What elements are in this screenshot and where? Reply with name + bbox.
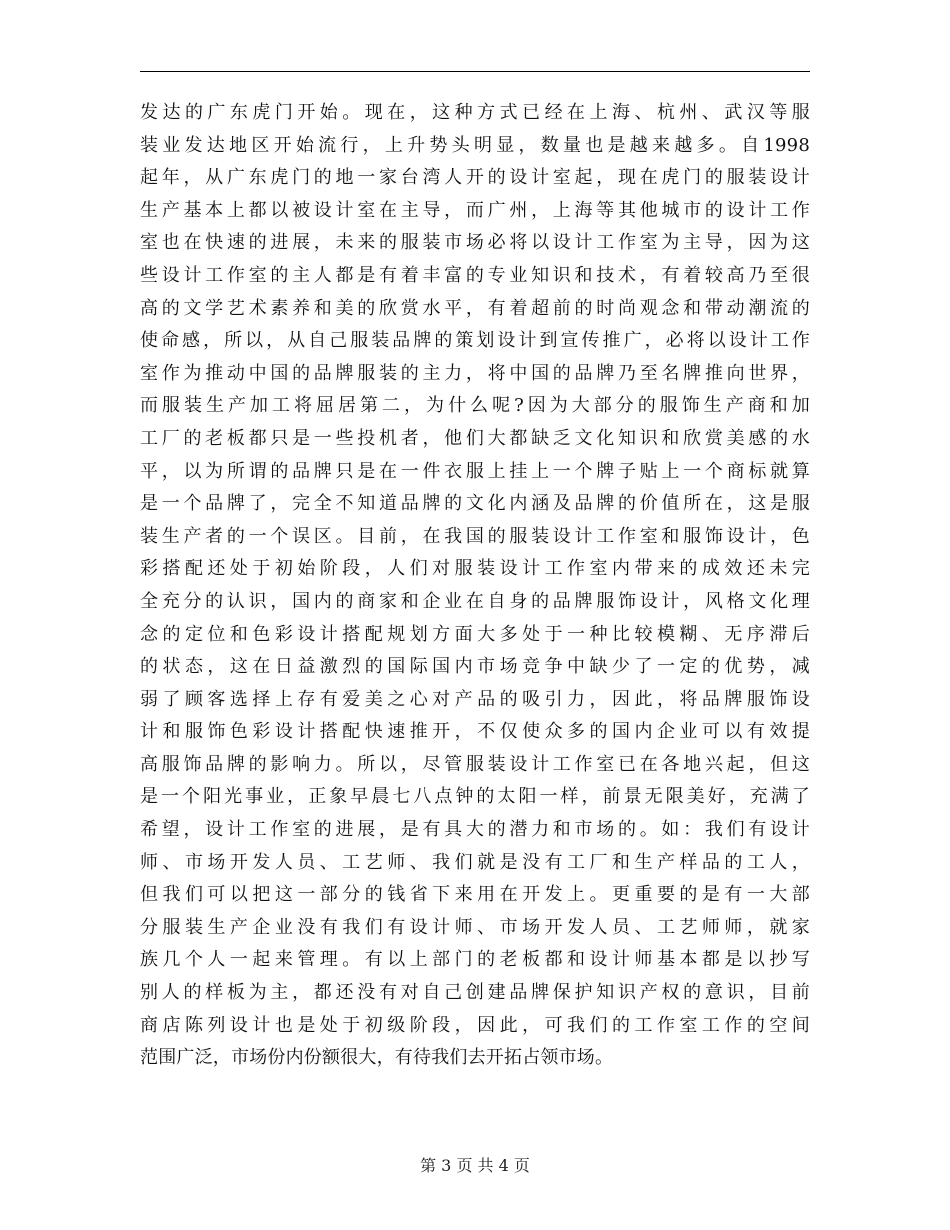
text-line: 是一个阳光事业，正象早晨七八点钟的太阳一样，前景无限美好，充满了	[140, 786, 810, 808]
footer-prefix: 第	[420, 1156, 437, 1175]
text-line: 计和服饰色彩设计搭配快速推开，不仅使众多的国内企业可以有效提	[140, 721, 810, 743]
text-line: 高服饰品牌的影响力。所以，尽管服装设计工作室已在各地兴起，但这	[140, 753, 810, 775]
text-line: 分服装生产企业没有我们有设计师、市场开发人员、工艺师师，就家	[140, 916, 810, 938]
text-line: 起年，从广东虎门的地一家台湾人开的设计室起，现在虎门的服装设计	[140, 167, 810, 189]
text-line: 彩搭配还处于初始阶段，人们对服装设计工作室内带来的成效还未完	[140, 558, 810, 580]
text-line: 室作为推动中国的品牌服装的主力，将中国的品牌乃至名牌推向世界，	[140, 362, 810, 384]
text-line: 而服装生产加工将屈居第二，为什么呢?因为大部分的服饰生产商和加	[140, 395, 810, 417]
text-line: 别人的样板为主，都还没有对自己创建品牌保护知识产权的意识，目前	[140, 982, 810, 1004]
header-rule	[140, 71, 810, 72]
text-line: 但我们可以把这一部分的钱省下来用在开发上。更重要的是有一大部	[140, 884, 810, 906]
text-line: 念的定位和色彩设计搭配规划方面大多处于一种比较模糊、无序滞后	[140, 623, 810, 645]
text-line: 是一个品牌了，完全不知道品牌的文化内涵及品牌的价值所在，这是服	[140, 493, 810, 515]
text-line: 平，以为所谓的品牌只是在一件衣服上挂上一个牌子贴上一个商标就算	[140, 460, 810, 482]
text-line: 希望，设计工作室的进展，是有具大的潜力和市场的。如：我们有设计	[140, 819, 810, 841]
text-line: 生产基本上都以被设计室在主导，而广州，上海等其他城市的设计工作	[140, 199, 810, 221]
text-line: 使命感，所以，从自己服装品牌的策划设计到宣传推广，必将以设计工作	[140, 330, 810, 352]
text-line: 发达的广东虎门开始。现在，这种方式已经在上海、杭州、武汉等服	[140, 102, 810, 123]
text-line: 的状态，这在日益激烈的国际国内市场竞争中缺少了一定的优势，减	[140, 656, 810, 678]
text-line: 装业发达地区开始流行，上升势头明显，数量也是越来越多。自1998	[140, 134, 810, 156]
text-line: 全充分的认识，国内的商家和企业在自身的品牌服饰设计，风格文化理	[140, 590, 810, 612]
footer-total-pages: 4	[498, 1156, 509, 1175]
text-line: 师、市场开发人员、工艺师、我们就是没有工厂和生产样品的工人，	[140, 851, 810, 873]
body-paragraph	[140, 97, 810, 1075]
text-line: 工厂的老板都只是一些投机者，他们大都缺乏文化知识和欣赏美感的水	[140, 427, 810, 449]
text-line: 商店陈列设计也是处于初级阶段，因此，可我们的工作室工作的空间	[140, 1014, 810, 1036]
footer-suffix: 页	[513, 1156, 530, 1175]
text-line: 些设计工作室的主人都是有着丰富的专业知识和技术，有着较高乃至很	[140, 264, 810, 286]
text-line: 装生产者的一个误区。目前，在我国的服装设计工作室和服饰设计，色	[140, 525, 810, 547]
text-line-last: 范围广泛，市场份内份额很大，有待我们去开拓占领市场。	[140, 1047, 614, 1069]
footer-middle: 页 共	[456, 1156, 494, 1175]
text-line: 室也在快速的进展，未来的服装市场必将以设计工作室为主导，因为这	[140, 232, 810, 254]
page-footer	[0, 1155, 950, 1177]
footer-current-page: 3	[441, 1156, 452, 1175]
text-line: 高的文学艺术素养和美的欣赏水平，有着超前的时尚观念和带动潮流的	[140, 297, 810, 319]
text-line: 族几个人一起来管理。有以上部门的老板都和设计师基本都是以抄写	[140, 949, 810, 971]
text-line: 弱了顾客选择上存有爱美之心对产品的吸引力，因此，将品牌服饰设	[140, 688, 810, 710]
